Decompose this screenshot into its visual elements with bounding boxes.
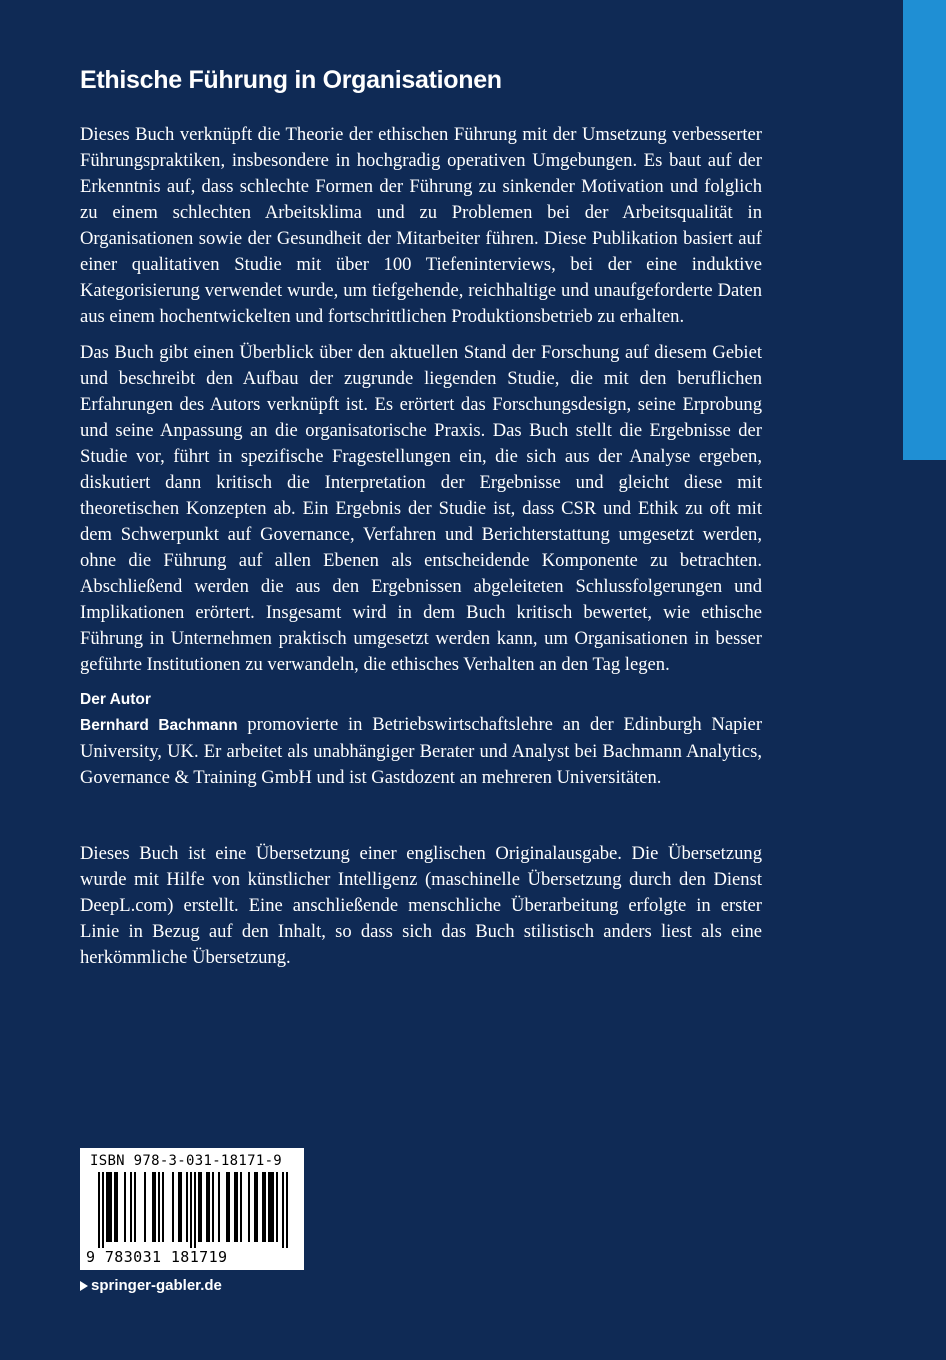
- description-paragraph-1: Dieses Buch verknüpft die Theorie der ethischen Führung mit der Umsetzung verbesserter Führungspraktiken, insbesondere in hochgradig operativen Umgebungen. Es baut auf der Erkenntnis auf, dass schlechte Formen der Führung zu sinkender Motivation und folglich zu einem schlechten Arbeitsklima und zu Problemen bei der Arbeitsqualität in Organisationen sowie der Gesundheit der Mitarbeiter führen. Diese Publikation basiert auf einer qualitativen Studie mit über 100 Tiefeninterviews, bei der eine induktive Kategorisierung verwendet wurde, um tiefgehende, reichhaltige und unaufgeforderte Daten aus einem hochentwickelten und fortschrittlichen Produktionsbetrieb zu erhalten.: [80, 124, 762, 327]
- barcode-bar: [264, 1172, 266, 1242]
- barcode-bar: [154, 1172, 156, 1242]
- barcode-bar: [208, 1172, 210, 1242]
- barcode-bar: [152, 1172, 154, 1242]
- barcode-bar: [236, 1172, 238, 1242]
- barcode-bar: [262, 1172, 264, 1242]
- barcode-bar: [240, 1172, 242, 1242]
- barcode-bar: [162, 1172, 164, 1242]
- barcode-bar: [110, 1172, 112, 1242]
- barcode-bar: [270, 1172, 272, 1242]
- barcode-bar: [206, 1172, 208, 1242]
- barcode-bar: [228, 1172, 230, 1242]
- barcode-bar: [218, 1172, 220, 1242]
- barcode-bar: [198, 1172, 200, 1242]
- barcode-bar: [276, 1172, 278, 1242]
- barcode-guard-bar: [286, 1172, 288, 1248]
- barcode-bar: [200, 1172, 202, 1242]
- barcode-bar: [186, 1172, 188, 1242]
- translation-note: Dieses Buch ist eine Übersetzung einer englischen Originalausgabe. Die Übersetzung wurde mit Hilfe von künstlicher Intelligenz (maschinelle Übersetzung durch den Dienst DeepL.com) erstellt. Eine anschließende menschliche Überarbeitung erfolgte in erster Linie in Bezug auf den Inhalt, so dass sich das Buch stilistisch anders liest als eine herkömmliche Übersetzung.: [80, 843, 762, 968]
- isbn-label: ISBN 978-3-031-18171-9: [90, 1153, 283, 1169]
- barcode-bar: [158, 1172, 160, 1242]
- barcode-bar: [180, 1172, 182, 1242]
- barcode-bar: [172, 1172, 174, 1242]
- barcode-bar: [116, 1172, 118, 1242]
- barcode-bar: [130, 1172, 132, 1242]
- barcode-bars: [88, 1172, 296, 1248]
- arrow-right-icon: [80, 1281, 88, 1291]
- barcode-bar: [256, 1172, 258, 1242]
- barcode-bar: [272, 1172, 274, 1242]
- barcode-guard-bar: [194, 1172, 196, 1248]
- barcode-bar: [134, 1172, 136, 1242]
- barcode-bar: [144, 1172, 146, 1242]
- barcode-bar: [248, 1172, 250, 1242]
- barcode-guard-bar: [190, 1172, 192, 1248]
- barcode-guard-bar: [98, 1172, 100, 1248]
- barcode-bar: [234, 1172, 236, 1242]
- barcode-digits: 9 783031 181719: [86, 1248, 228, 1266]
- publisher-website: springer-gabler.de: [91, 1277, 222, 1294]
- author-bio-text: promovierte in Betriebswirtschaftslehre an der Edinburgh Napier University, UK. Er arbeitet als unabhängiger Berater und Analyst bei Bachmann Analytics, Governance & Training GmbH und ist Gastdozent an mehreren Universitäten.: [80, 714, 763, 788]
- accent-bar: [903, 0, 946, 460]
- barcode-bar: [212, 1172, 214, 1242]
- isbn-barcode: [80, 1148, 304, 1270]
- description-paragraph-2: Das Buch gibt einen Überblick über den aktuellen Stand der Forschung auf diesem Gebiet und beschreibt den Aufbau der zugrunde liegenden Studie, die mit den beruflichen Erfahrungen des Autors verknüpft ist. Es erörtert das Forschungsdesign, seine Erprobung und seine Anpassung an die organisatorische Praxis. Das Buch stellt die Ergebnisse der Studie vor, führt in spezifische Fragestellungen ein, die sich aus der Analyse ergeben, diskutiert dann kritisch die Interpretation der Ergebnisse und gleicht diese mit theoretischen Konzepten ab. Ein Ergebnis der Studie ist, dass CSR und Ethik zu oft mit dem Schwerpunkt auf Governance, Verfahren und Berichterstattung umgesetzt werden, ohne die Führung auf allen Ebenen als entscheidende Komponente zu betrachten. Abschließend werden die aus den Ergebnissen abgeleiteten Schlussfolgerungen und Implikationen erörtert. Insgesamt wird in dem Buch kritisch bewertet, wie ethische Führung in Unternehmen praktisch umgesetzt werden kann, um Organisationen in besser geführte Institutionen zu verwandeln, die ethisches Verhalten an den Tag legen.: [80, 342, 762, 675]
- author-bio: [80, 712, 762, 791]
- author-name: Bernhard Bachmann: [80, 717, 238, 734]
- barcode-bar: [226, 1172, 228, 1242]
- barcode-bar: [124, 1172, 126, 1242]
- barcode-bar: [268, 1172, 270, 1242]
- barcode-bar: [178, 1172, 180, 1242]
- barcode-bar: [106, 1172, 108, 1242]
- barcode-guard-bar: [282, 1172, 284, 1248]
- barcode-guard-bar: [102, 1172, 104, 1248]
- publisher-website-link[interactable]: [80, 1277, 222, 1294]
- barcode-bar: [108, 1172, 110, 1242]
- barcode-bar: [114, 1172, 116, 1242]
- book-title: Ethische Führung in Organisationen: [80, 66, 502, 94]
- author-heading: Der Autor: [80, 691, 151, 708]
- back-cover-content: [80, 64, 762, 981]
- barcode-bar: [254, 1172, 256, 1242]
